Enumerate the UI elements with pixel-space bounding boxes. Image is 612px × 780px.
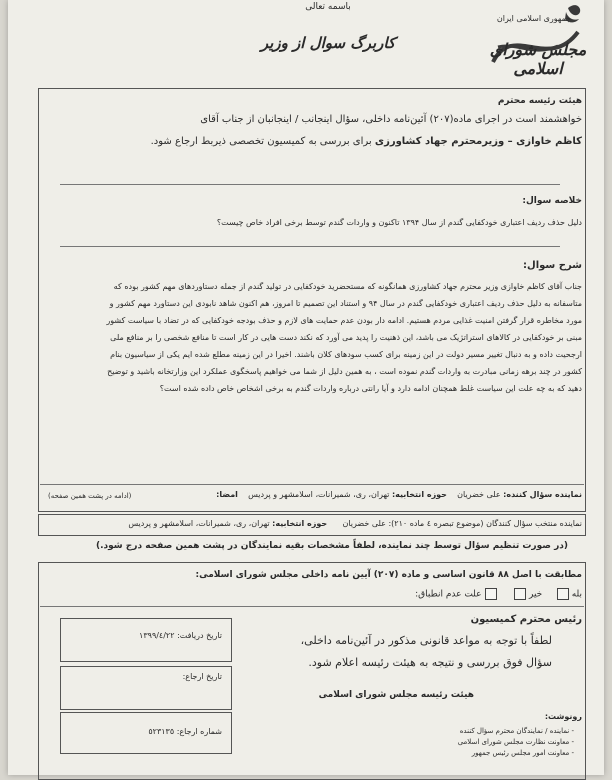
description-line: مبنی بر خودکفایی در کالاهای استراتژیک می باشد، این ذهنیت را پدید می آورد که نکند دست هایی در کار است تا منافع شخصی را بر منافع ملی [110, 333, 582, 342]
board-signoff: هیئت رئیسه مجلس شورای اسلامی [318, 690, 474, 700]
sign-label: امضا: [216, 490, 238, 499]
commission-title: رئیس محترم کمیسیون [470, 614, 582, 625]
reason-label: علت عدم انطباق: [415, 589, 482, 600]
copies-label: رونوشت: [544, 712, 582, 721]
copies-list [374, 726, 574, 759]
received-label: تاریخ دریافت: [177, 631, 222, 640]
selected-district: تهران، ری، شمیرانات، اسلامشهر و پردیس [128, 519, 270, 528]
copy-item: - معاونت نظارت مجلس شورای اسلامی [457, 738, 574, 746]
referral-label: تاریخ ارجاع: [182, 672, 222, 681]
form-sheet [8, 0, 604, 775]
description-line: کشور در چند برهه زمانی مبادرت به واردات گندم نموده است ، به همین دلیل از شما می خواهیم پاسخگوی عملکرد این وزارتخانه باشید و توضیح [107, 367, 582, 376]
yes-label: بله [571, 589, 582, 600]
description-body [42, 278, 582, 397]
invocation: باسمه تعالی [305, 2, 351, 12]
copy-item: - نماینده / نمایندگان محترم سؤال کننده [459, 727, 574, 735]
summary-label: خلاصه سوال: [522, 196, 582, 206]
description-line: متاسفانه به دلیل حذف ردیف اعتباری خودکفایی گندم در سال ۹۴ و استناد این تصمیم تا امروز، هم اکنون شاهد نابودی این دستاورد مهم کشور و [109, 299, 582, 308]
compliance-question: مطابقت با اصل ٨٨ قانون اساسی و ماده (٢٠٧) آیین نامه داخلی مجلس شورای اسلامی: [195, 570, 582, 580]
selected-rep-row [42, 519, 582, 528]
selected-district-label: حوزه انتخابیه: [272, 519, 328, 528]
request-line-1: خواهشمند است در اجرای ماده(۲۰۷) آئین‌نامه داخلی، سؤال اینجانب / اینجانبان از جناب آقای [200, 114, 582, 125]
request-line-2-rest: برای بررسی به کمیسیون تخصصی ذیربط ارجاع شود. [150, 136, 372, 147]
district-label: حوزه انتخابیه: [391, 490, 447, 499]
rep-label: نماینده سؤال کننده: [503, 490, 582, 499]
yes-checkbox[interactable] [557, 588, 569, 600]
received-date-box [60, 618, 232, 662]
minister-name: کاظم خاوازی – وزیرمحترم جهاد کشاورزی [374, 136, 582, 147]
divider [40, 606, 584, 607]
request-line-2 [42, 136, 582, 147]
referral-number-row [68, 727, 222, 736]
divider [60, 184, 560, 185]
description-line: مورد مخاطره قرار گرفتن امنیت غذایی مردم هستیم. ادامه دار بودن عدم حمایت های لازم و حذف بودجه خودکفایی که در تضاد با سیاست کشور [106, 316, 582, 325]
compliance-options [42, 588, 582, 600]
rep-name: علی خضریان [457, 490, 501, 499]
description-line: جناب آقای کاظم خاوازی وزیر محترم جهاد کشاورزی همانگونه که مستحضرید خودکفایی در تولید گندم از جمله دستاوردهای مهم کشور بوده که [113, 282, 582, 291]
multi-rep-note: (در صورت تنظیم سؤال توسط چند نماینده، لطفاً مشخصات بقیه نمایندگان در پشت همین صفحه درج شود.) [96, 541, 568, 551]
description-line: ارجحیت داده و به دنبال تغییر مسیر دولت در این زمینه برای کسب سودهای کلان باشند. اخیرا در این زمینه مطلع شده ایم یکی از سیاسیون بنام [110, 350, 582, 359]
description-line: دهید که به چه علت این سیاست غلط همچنان ادامه دارد و آیا رانتی درباره واردات گندم به برخی اشخاص خاص داده شده است؟ [159, 384, 582, 393]
divider [60, 246, 560, 247]
commission-body-2: سؤال فوق بررسی و نتیجه به هیئت رئیسه اعلام شود. [308, 656, 552, 669]
received-value: ١٣٩٩/٤/٢٢ [139, 631, 175, 640]
referral-number-label: شماره ارجاع: [176, 727, 222, 736]
summary-text: دلیل حذف ردیف اعتباری خودکفایی گندم از سال ۱۳۹۴ تاکنون و واردات گندم توسط برخی افراد خاص چیست؟ [216, 218, 582, 227]
continued-note: (ادامه در پشت همین صفحه) [48, 492, 132, 500]
reason-checkbox[interactable] [485, 588, 497, 600]
district: تهران، ری، شمیرانات، اسلامشهر و پردیس [248, 490, 390, 499]
divider [40, 484, 584, 485]
referral-number-value: ٥٢٣١٣٥ [148, 727, 175, 736]
addressee: هیئت رئیسه محترم [497, 96, 582, 106]
form-title: کاربرگ سوال از وزیر [260, 34, 396, 52]
description-label: شرح سوال: [523, 260, 582, 271]
emblem-caption-main: مجلس شورای اسلامی [489, 40, 587, 78]
received-row [68, 631, 222, 640]
no-label: خیر [528, 589, 543, 600]
emblem-caption-small: جمهوری اسلامی ایران [496, 14, 572, 23]
commission-body-1: لطفاً با توجه به مواعد قانونی مذکور در آئین‌نامه داخلی، [300, 634, 552, 647]
selected-name: علی خضریان [342, 519, 386, 528]
copy-item: - معاونت امور مجلس رئیس جمهور [471, 749, 574, 757]
selected-label: نماینده منتخب سؤال کنندگان (موضوع تبصره ٤ ماده ٢١٠): [388, 519, 582, 528]
no-checkbox[interactable] [514, 588, 526, 600]
